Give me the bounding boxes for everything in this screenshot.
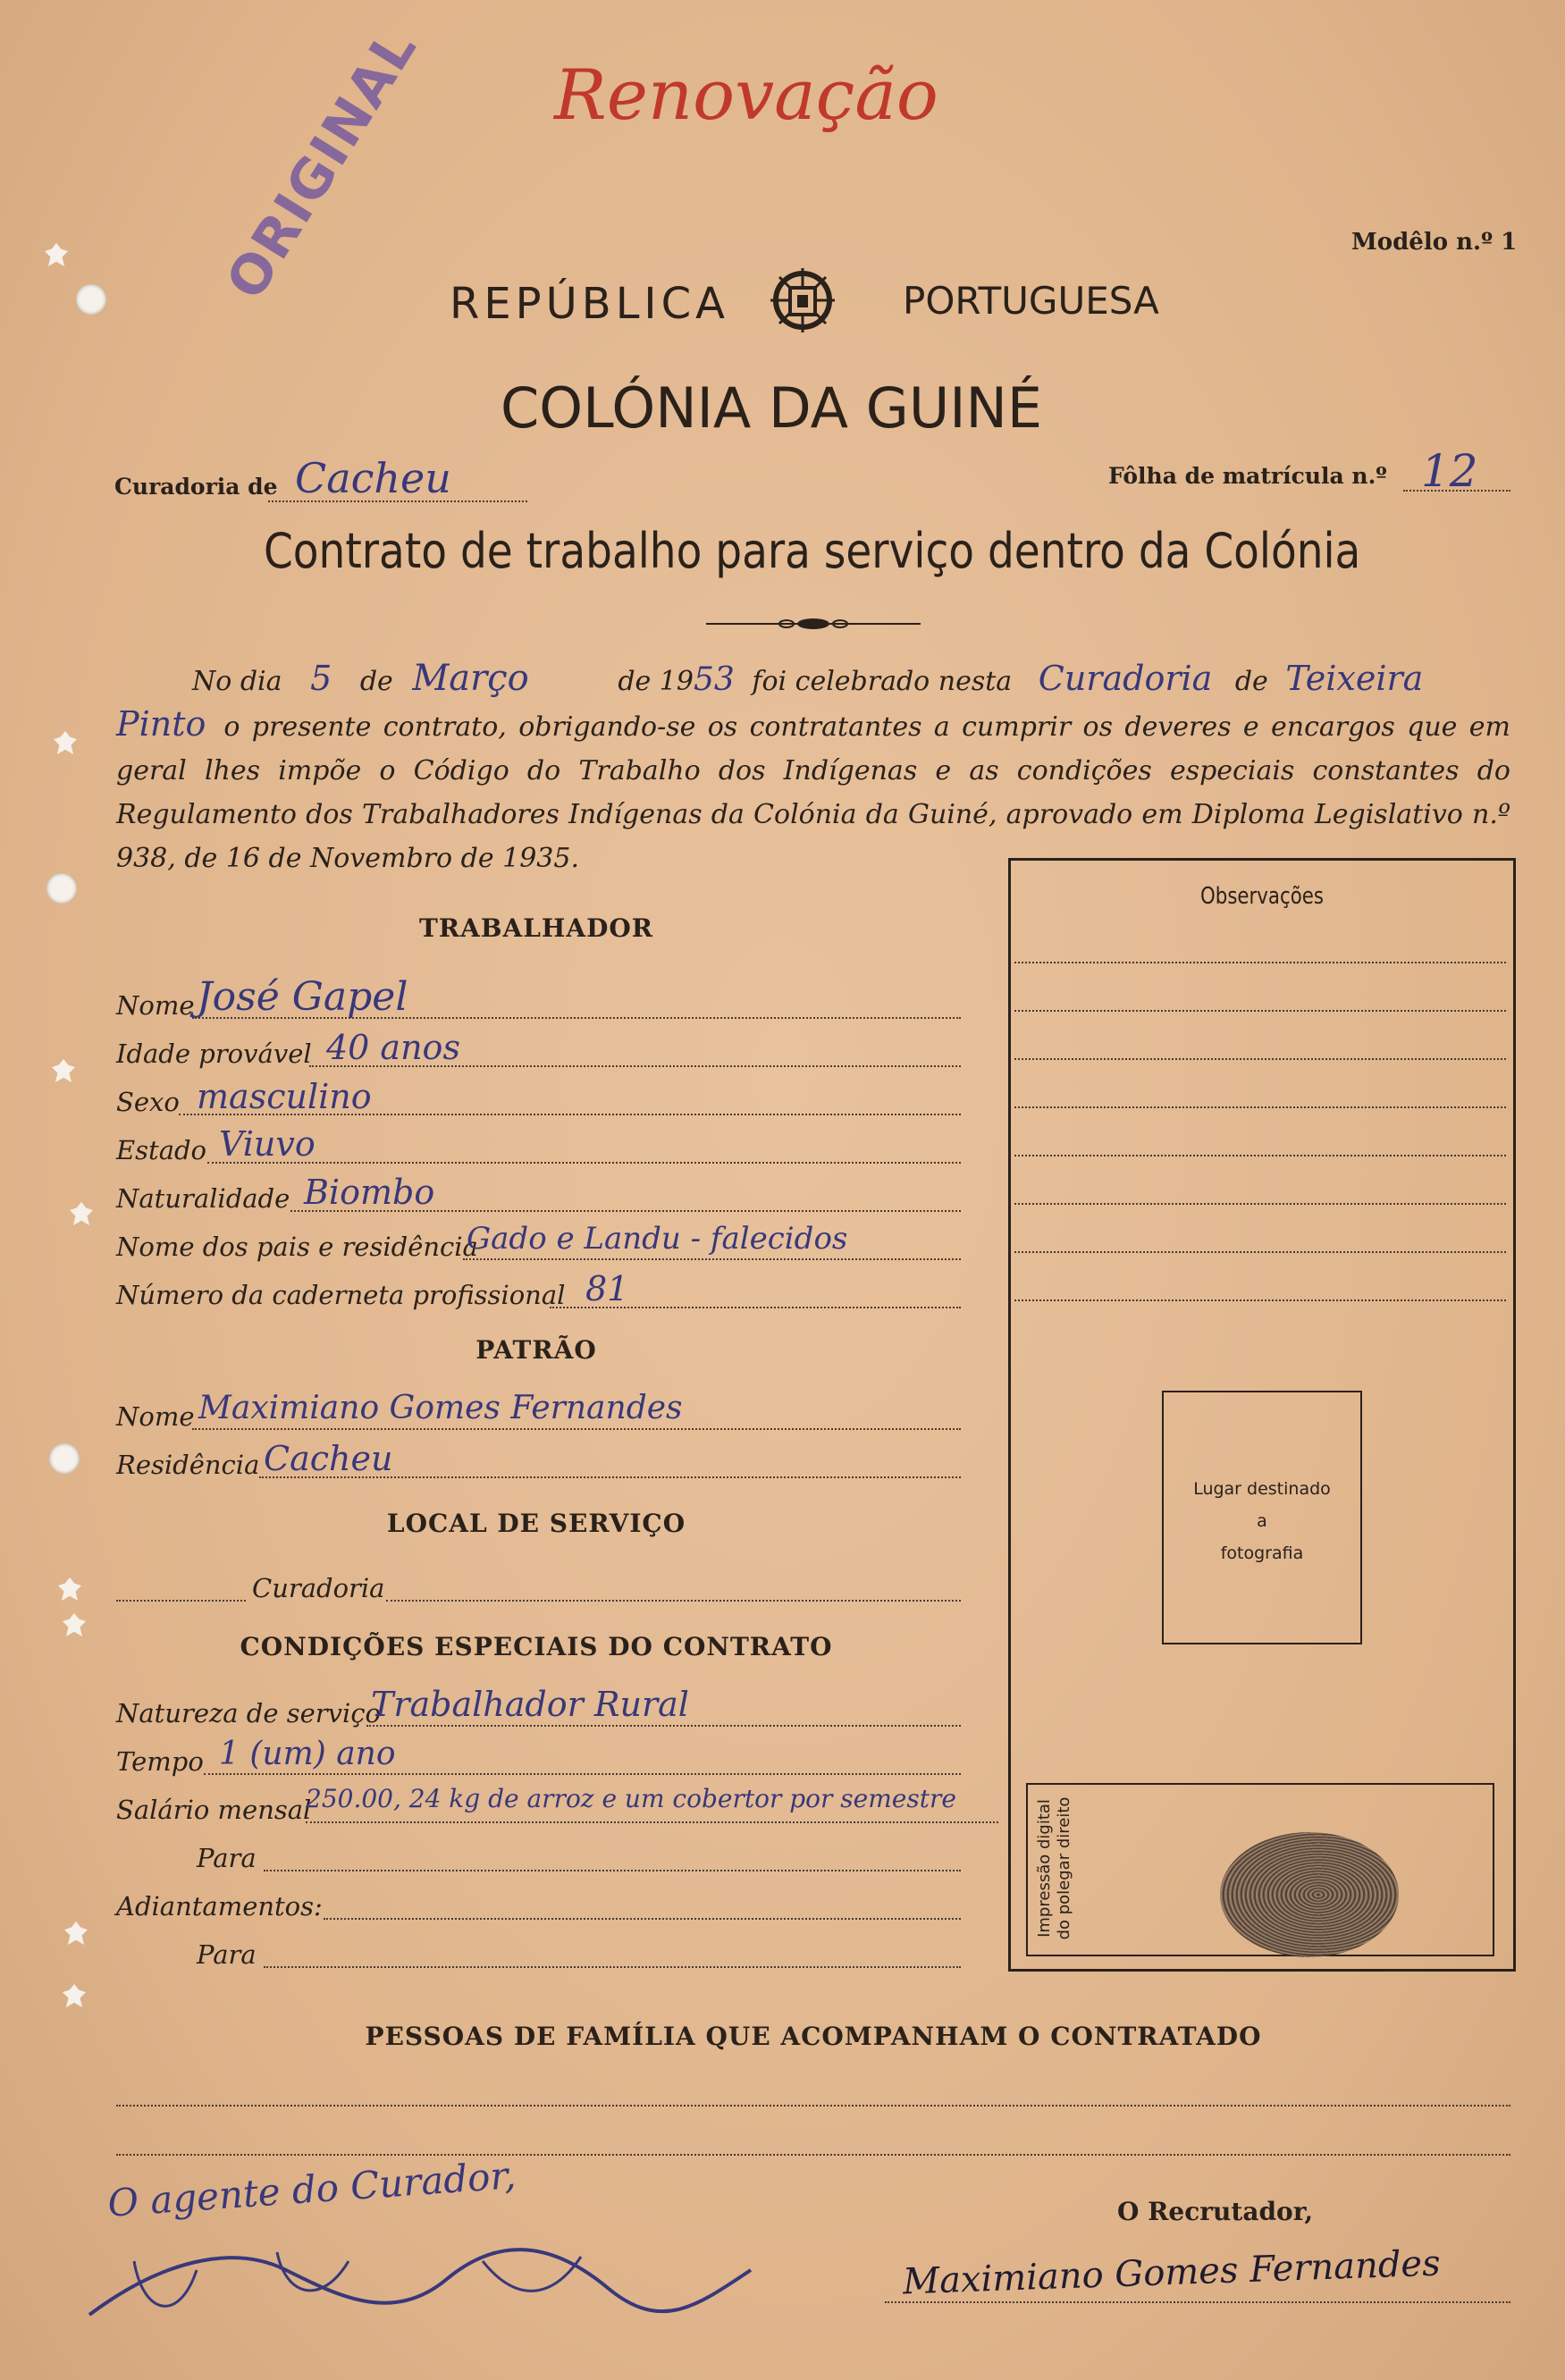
patrao-nome-value: Maximiano Gomes Fernandes [198, 1390, 683, 1426]
naturalidade-value: Biombo [304, 1173, 435, 1212]
residencia-value: Cacheu [264, 1439, 393, 1478]
patrao-heading: PATRÃO [475, 1335, 597, 1365]
intro-place2: Teixeira [1285, 659, 1424, 698]
paper-tear [63, 1984, 86, 2007]
tempo-line [204, 1773, 961, 1775]
estado-value: Viuvo [219, 1124, 316, 1164]
natureza-line [366, 1725, 961, 1727]
paper-tear [70, 1202, 93, 1225]
intro-body: Pinto o presente contrato, obrigando-se os contratantes a cumprir os deveres e encargos que em geral lhes impõe o Código do Trabalho dos Indígenas e as condições especiais constantes do Regulamento dos Trabalhadores Indígenas da Colónia da Guiné, aprovado em Diploma Legislativo n.º 938, de 16 de Novembro de 1935. [116, 704, 1510, 874]
trabalhador-heading: TRABALHADOR [418, 913, 654, 943]
intro-place: Curadoria [1038, 659, 1213, 698]
patrao-nome-label: Nome [116, 1401, 195, 1432]
nome-value: José Gapel [197, 974, 408, 1020]
recruiter-label: O Recrutador, [1117, 2197, 1314, 2226]
natureza-value: Trabalhador Rural [371, 1685, 689, 1724]
local-line-left [116, 1600, 246, 1602]
residencia-label: Residência [116, 1450, 260, 1480]
estado-line [207, 1162, 961, 1164]
intro-day: 5 [310, 659, 332, 698]
model-number: Modêlo n.º 1 [1351, 229, 1518, 256]
folha-label: Fôlha de matrícula n.º [1108, 463, 1387, 489]
agent-scribble [54, 2208, 769, 2342]
patrao-nome-line [192, 1428, 961, 1430]
familia-line [116, 2105, 1510, 2107]
observacoes-line [1014, 962, 1506, 963]
para2-line [264, 1966, 961, 1968]
intro-line-1: No dia 5 de Março de 1953 foi celebrado nesta Curadoria de Teixeira [192, 658, 1424, 699]
pais-value: Gado e Landu - falecidos [467, 1221, 848, 1257]
natureza-label: Natureza de serviço [116, 1698, 382, 1728]
photo-text: Lugar destinado a fotografia [1193, 1479, 1331, 1563]
republic-right: PORTUGUESA [903, 279, 1159, 323]
paper-tear [58, 1577, 81, 1601]
punch-hole [49, 1443, 80, 1474]
local-curadoria-label: Curadoria [252, 1573, 385, 1603]
para-label: Para [197, 1843, 257, 1873]
intro-year: 53 [693, 661, 735, 698]
para-line [264, 1870, 961, 1871]
idade-value: 40 anos [326, 1028, 460, 1067]
thumbprint-mark [1220, 1832, 1399, 1957]
observacoes-line [1014, 1010, 1506, 1012]
salario-value: 250.00, 24 kg de arroz e um cobertor por semestre [306, 1784, 956, 1813]
adiantamentos-line [324, 1918, 961, 1920]
observacoes-line [1014, 1106, 1506, 1108]
sexo-value: masculino [197, 1077, 372, 1116]
salario-label: Salário mensal [116, 1795, 312, 1825]
document-title: Contrato de trabalho para serviço dentro da Colónia [264, 523, 1361, 579]
naturalidade-label: Naturalidade [116, 1183, 290, 1214]
condicoes-heading: CONDIÇÕES ESPECIAIS DO CONTRATO [240, 1632, 833, 1661]
sexo-label: Sexo [116, 1087, 180, 1117]
idade-label: Idade provável [116, 1039, 312, 1069]
salario-line [306, 1821, 998, 1823]
colony-title: COLÓNIA DA GUINÉ [501, 375, 1043, 441]
observacoes-line [1014, 1155, 1506, 1156]
nome-label: Nome [116, 990, 195, 1021]
curadoria-label: Curadoria de [114, 474, 278, 500]
tempo-label: Tempo [116, 1746, 204, 1777]
intro-month: Março [412, 658, 529, 699]
recruiter-line [885, 2301, 1510, 2303]
para2-label: Para [197, 1939, 257, 1970]
estado-label: Estado [116, 1135, 207, 1165]
observacoes-line [1014, 1058, 1506, 1060]
adiantamentos-label: Adiantamentos: [116, 1891, 323, 1922]
observacoes-line [1014, 1251, 1506, 1253]
pais-label: Nome dos pais e residência [116, 1232, 478, 1262]
local-heading: LOCAL DE SERVIÇO [386, 1509, 686, 1538]
renovacao-note: Renovação [554, 55, 938, 136]
punch-hole [76, 284, 106, 315]
coat-of-arms-icon [760, 265, 846, 336]
observacoes-heading: Observações [1200, 883, 1324, 910]
observacoes-line [1014, 1299, 1506, 1301]
familia-heading: PESSOAS DE FAMÍLIA QUE ACOMPANHAM O CONTRATADO [365, 2022, 1262, 2051]
tempo-value: 1 (um) ano [219, 1736, 396, 1772]
familia-line [116, 2154, 1510, 2156]
ornament-divider [706, 617, 921, 631]
recruiter-signature: Maximiano Gomes Fernandes [902, 2242, 1442, 2303]
caderneta-value: 81 [585, 1269, 629, 1308]
pais-line [463, 1258, 961, 1260]
folha-value: 12 [1421, 445, 1478, 497]
paper-tear [45, 243, 68, 266]
agent-signature: O agente do Curador, [105, 2153, 517, 2225]
punch-hole [46, 873, 77, 904]
caderneta-label: Número da caderneta profissional [116, 1280, 566, 1310]
observacoes-line [1014, 1203, 1506, 1205]
paper-tear [63, 1613, 86, 1636]
republic-left: REPÚBLICA [450, 279, 729, 329]
paper-tear [64, 1922, 88, 1945]
paper-tear [54, 731, 77, 754]
local-line-right [386, 1600, 961, 1602]
thumbprint-label: Impressão digital do polegar direito [1035, 1796, 1073, 1940]
intro-place3: Pinto [116, 704, 206, 744]
paper-tear [52, 1059, 75, 1082]
curadoria-value: Cacheu [295, 454, 451, 502]
original-stamp: ORIGINAL [215, 17, 430, 311]
